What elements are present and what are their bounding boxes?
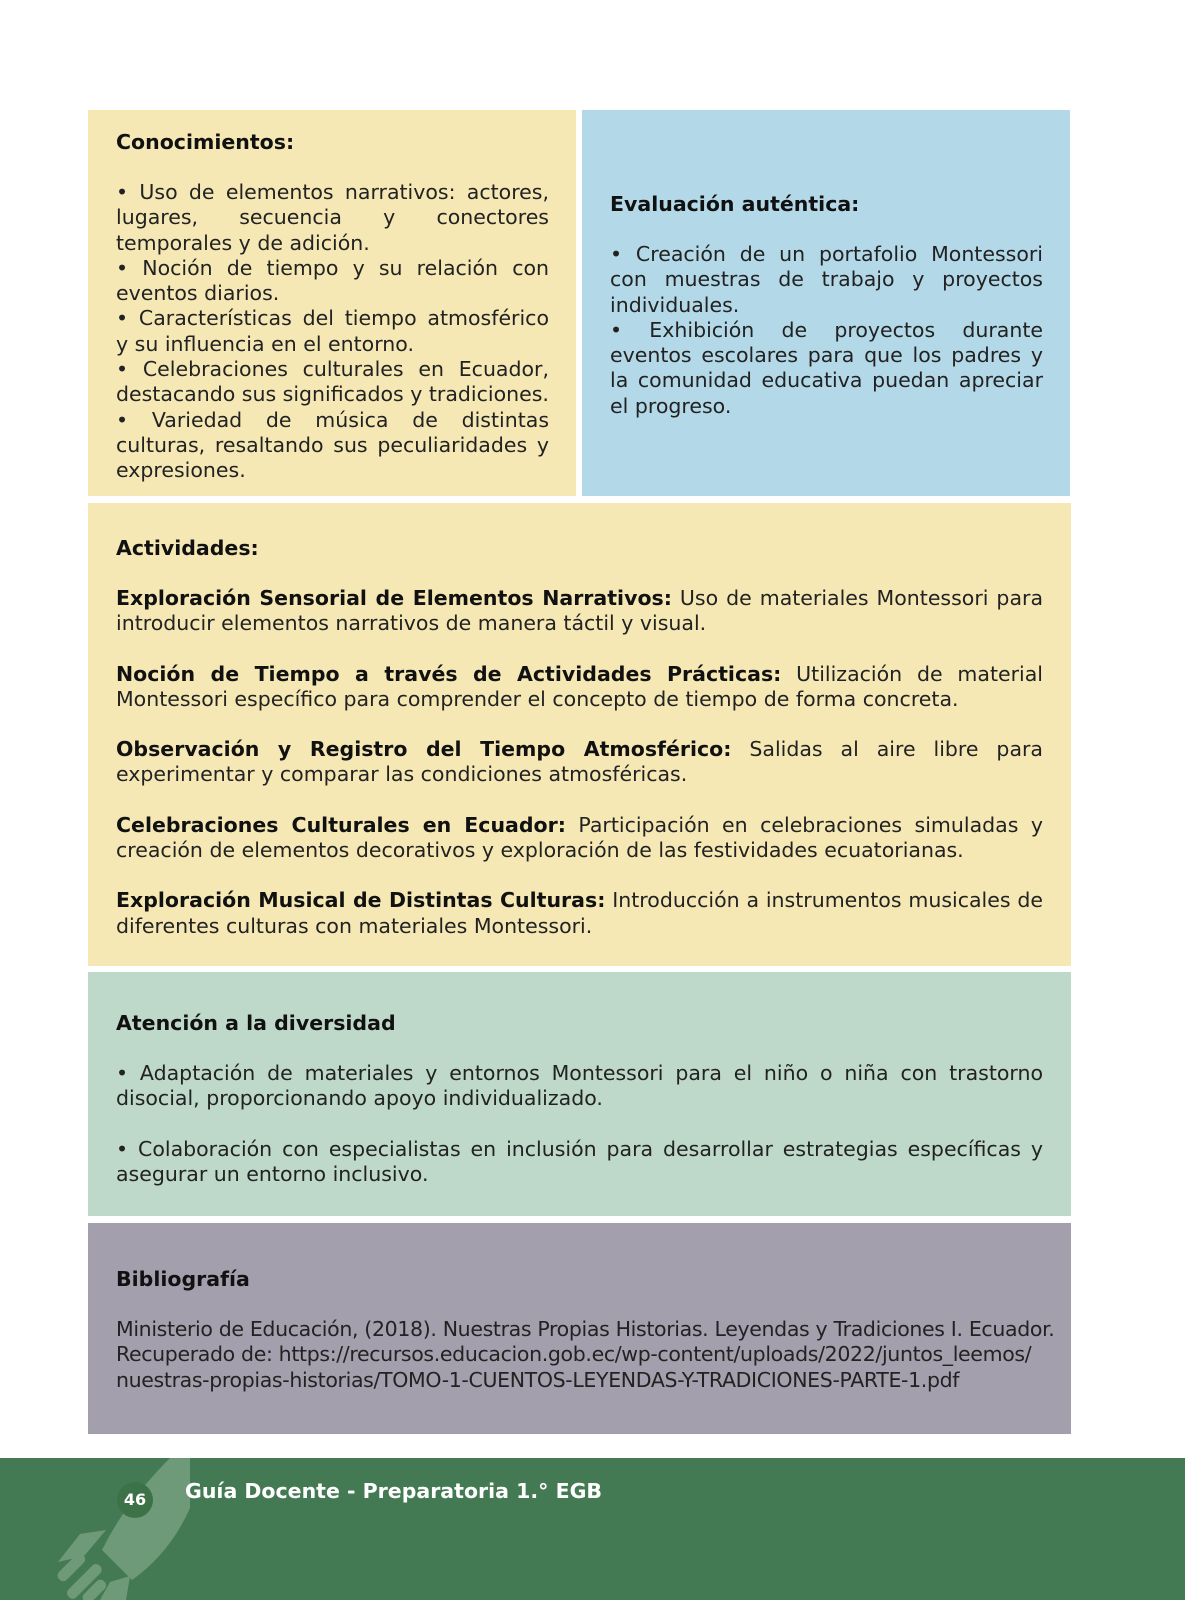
actividad-text: Uso de materiales Montessori para introducir elementos narrativos de manera táctil y visual.: [116, 586, 1044, 636]
diversidad-item: • Colaboración con especialistas en inclusión para desarrollar estrategias específicas y asegurar un entorno inclusivo.: [116, 1136, 1043, 1186]
conocimientos-item: • Variedad de música de distintas culturas, resaltando sus peculiaridades y expresiones.: [116, 407, 549, 483]
conocimientos-item: • Características del tiempo atmosférico y su influencia en el entorno.: [116, 306, 549, 356]
actividad-title: Observación y Registro del Tiempo Atmosférico:: [116, 737, 732, 762]
actividad-title: Celebraciones Culturales en Ecuador:: [116, 812, 566, 837]
diversidad-panel: [88, 972, 1071, 1216]
actividades-panel: [88, 503, 1071, 966]
rocket-icon: [40, 1458, 190, 1600]
actividad-text: Introducción a instrumentos musicales de diferentes culturas con materiales Montessori.: [116, 888, 1043, 938]
bibliografia-line: Recuperado de: https://recursos.educacion.gob.ec/wp-content/uploads/2022/juntos_leemos/: [116, 1342, 1032, 1367]
bibliografia-heading: Bibliografía: [116, 1267, 250, 1291]
diversidad-heading: Atención a la diversidad: [116, 1011, 396, 1035]
actividad-item: [116, 586, 1043, 637]
evaluacion-item: • Creación de un portafolio Montessori con muestras de trabajo y proyectos individuales.: [610, 242, 1043, 317]
conocimientos-panel: [88, 110, 576, 496]
bibliografia-line: Ministerio de Educación, (2018). Nuestras Propias Historias. Leyendas y Tradiciones I. Ecuador.: [116, 1317, 1055, 1341]
actividad-item: [116, 813, 1043, 864]
conocimientos-item: • Uso de elementos narrativos: actores, lugares, secuencia y conectores temporales y de adición.: [116, 180, 549, 255]
actividad-item: [116, 737, 1043, 788]
actividad-title: Exploración Musical de Distintas Culturas:: [116, 888, 606, 913]
actividad-item: [116, 888, 1043, 939]
actividad-item: [116, 662, 1043, 713]
diversidad-item: • Adaptación de materiales y entornos Montessori para el niño o niña con trastorno disocial, proporcionando apoyo individualizado.: [116, 1061, 1043, 1111]
page-footer: [0, 1458, 1185, 1600]
actividad-text: Participación en celebraciones simuladas y creación de elementos decorativos y exploración de las festividades ecuatorianas.: [116, 812, 1043, 863]
footer-title: Guía Docente - Preparatoria 1.° EGB: [185, 1479, 603, 1503]
actividad-text: Salidas al aire libre para experimentar y comparar las condiciones atmosféricas.: [116, 737, 1043, 787]
actividad-text: Utilización de material Montessori específico para comprender el concepto de tiempo de forma concreta.: [116, 661, 1043, 711]
evaluacion-panel: [582, 110, 1070, 496]
bibliografia-line: nuestras-propias-historias/TOMO-1-CUENTOS-LEYENDAS-Y-TRADICIONES-PARTE-1.pdf: [116, 1367, 960, 1392]
actividad-title: Noción de Tiempo a través de Actividades Prácticas:: [116, 661, 782, 686]
page-number: 46: [117, 1482, 153, 1518]
evaluacion-item: • Exhibición de proyectos durante eventos escolares para que los padres y la comunidad educativa puedan apreciar el progreso.: [610, 317, 1043, 418]
conocimientos-heading: Conocimientos:: [116, 130, 295, 154]
conocimientos-item: • Celebraciones culturales en Ecuador, destacando sus significados y tradiciones.: [116, 357, 549, 407]
actividad-title: Exploración Sensorial de Elementos Narrativos:: [116, 586, 672, 610]
actividades-heading: Actividades:: [116, 536, 259, 560]
evaluacion-heading: Evaluación auténtica:: [610, 192, 860, 216]
conocimientos-item: • Noción de tiempo y su relación con eventos diarios.: [116, 255, 549, 306]
bibliografia-panel: [88, 1223, 1071, 1434]
